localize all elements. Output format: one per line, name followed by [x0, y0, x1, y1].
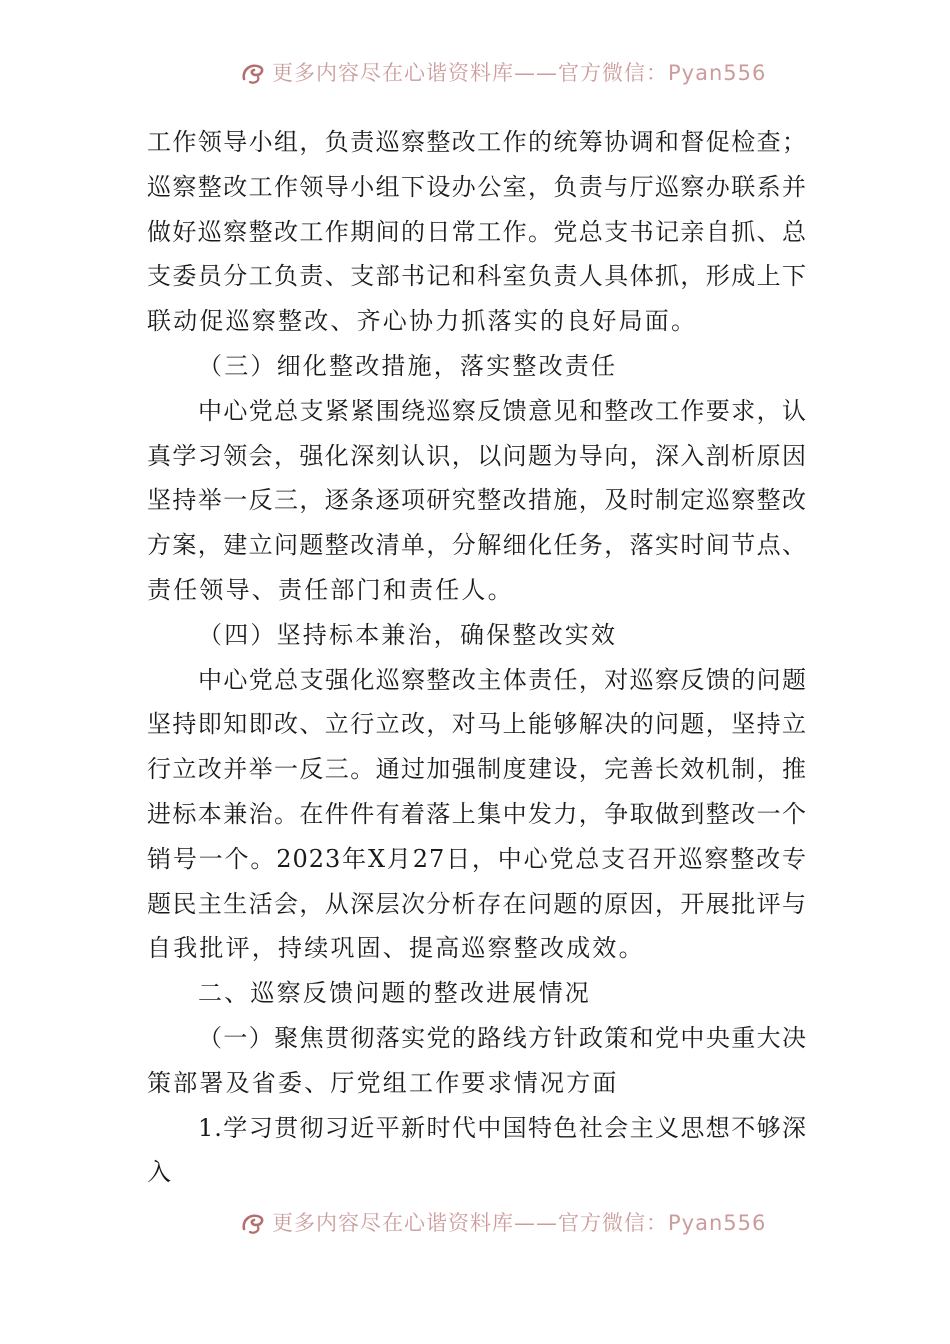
text-line: 自我批评，持续巩固、提高巡察整改成效。 — [147, 934, 645, 963]
watermark-text: 更多内容尽在心谐资料库——官方微信：Pyan556 — [272, 61, 767, 85]
watermark-text: 更多内容尽在心谐资料库——官方微信：Pyan556 — [272, 1211, 767, 1235]
text-line: 中心党总支强化巡察整改主体责任，对巡察反馈的问题 — [198, 665, 807, 694]
document-body — [147, 120, 807, 1195]
text-line: 真学习领会，强化深刻认识，以问题为导向，深入剖析原因 — [147, 441, 807, 470]
text-line: 工作领导小组，负责巡察整改工作的统筹协调和督促检查； — [147, 128, 807, 156]
text-line: 策部署及省委、厅党组工作要求情况方面 — [147, 1068, 619, 1097]
text-line: 进标本兼治。在件件有着落上集中发力，争取做到整改一个 — [147, 799, 807, 828]
text-line: 巡察整改工作领导小组下设办公室，负责与厅巡察办联系并 — [147, 172, 807, 201]
text-line: （四）坚持标本兼治，确保整改实效 — [198, 620, 618, 649]
text-line: （一）聚焦贯彻落实党的路线方针政策和党中央重大决 — [198, 1023, 807, 1052]
text-line: 中心党总支紧紧围绕巡察反馈意见和整改工作要求，认 — [198, 396, 807, 425]
text-line: 联动促巡察整改、齐心协力抓落实的良好局面。 — [147, 307, 698, 336]
header-watermark — [0, 52, 950, 92]
text-line: 行立改并举一反三。通过加强制度建设，完善长效机制，推 — [147, 755, 807, 784]
footer-watermark — [0, 1202, 950, 1242]
text-line: 方案，建立问题整改清单，分解细化任务，落实时间节点、 — [147, 531, 807, 560]
text-line: 坚持举一反三，逐条逐项研究整改措施，及时制定巡察整改 — [147, 486, 807, 515]
text-line: 二、巡察反馈问题的整改进展情况 — [198, 979, 591, 1008]
watermark-logo-icon — [240, 1209, 266, 1235]
text-line: 销号一个。2023年X月27日，中心党总支召开巡察整改专 — [147, 844, 807, 873]
watermark-logo-icon — [240, 59, 266, 85]
text-line: 支委员分工负责、支部书记和科室负责人具体抓，形成上下 — [147, 262, 807, 291]
text-line: 坚持即知即改、立行立改，对马上能够解决的问题，坚持立 — [147, 710, 807, 739]
text-line: 做好巡察整改工作期间的日常工作。党总支书记亲自抓、总 — [147, 217, 807, 246]
text-line: 题民主生活会，从深层次分析存在问题的原因，开展批评与 — [147, 889, 807, 918]
text-line: 入 — [147, 1158, 174, 1187]
text-line: （三）细化整改措施，落实整改责任 — [198, 351, 618, 380]
text-line: 1.学习贯彻习近平新时代中国特色社会主义思想不够深 — [198, 1113, 807, 1142]
text-line: 责任领导、责任部门和责任人。 — [147, 575, 514, 604]
